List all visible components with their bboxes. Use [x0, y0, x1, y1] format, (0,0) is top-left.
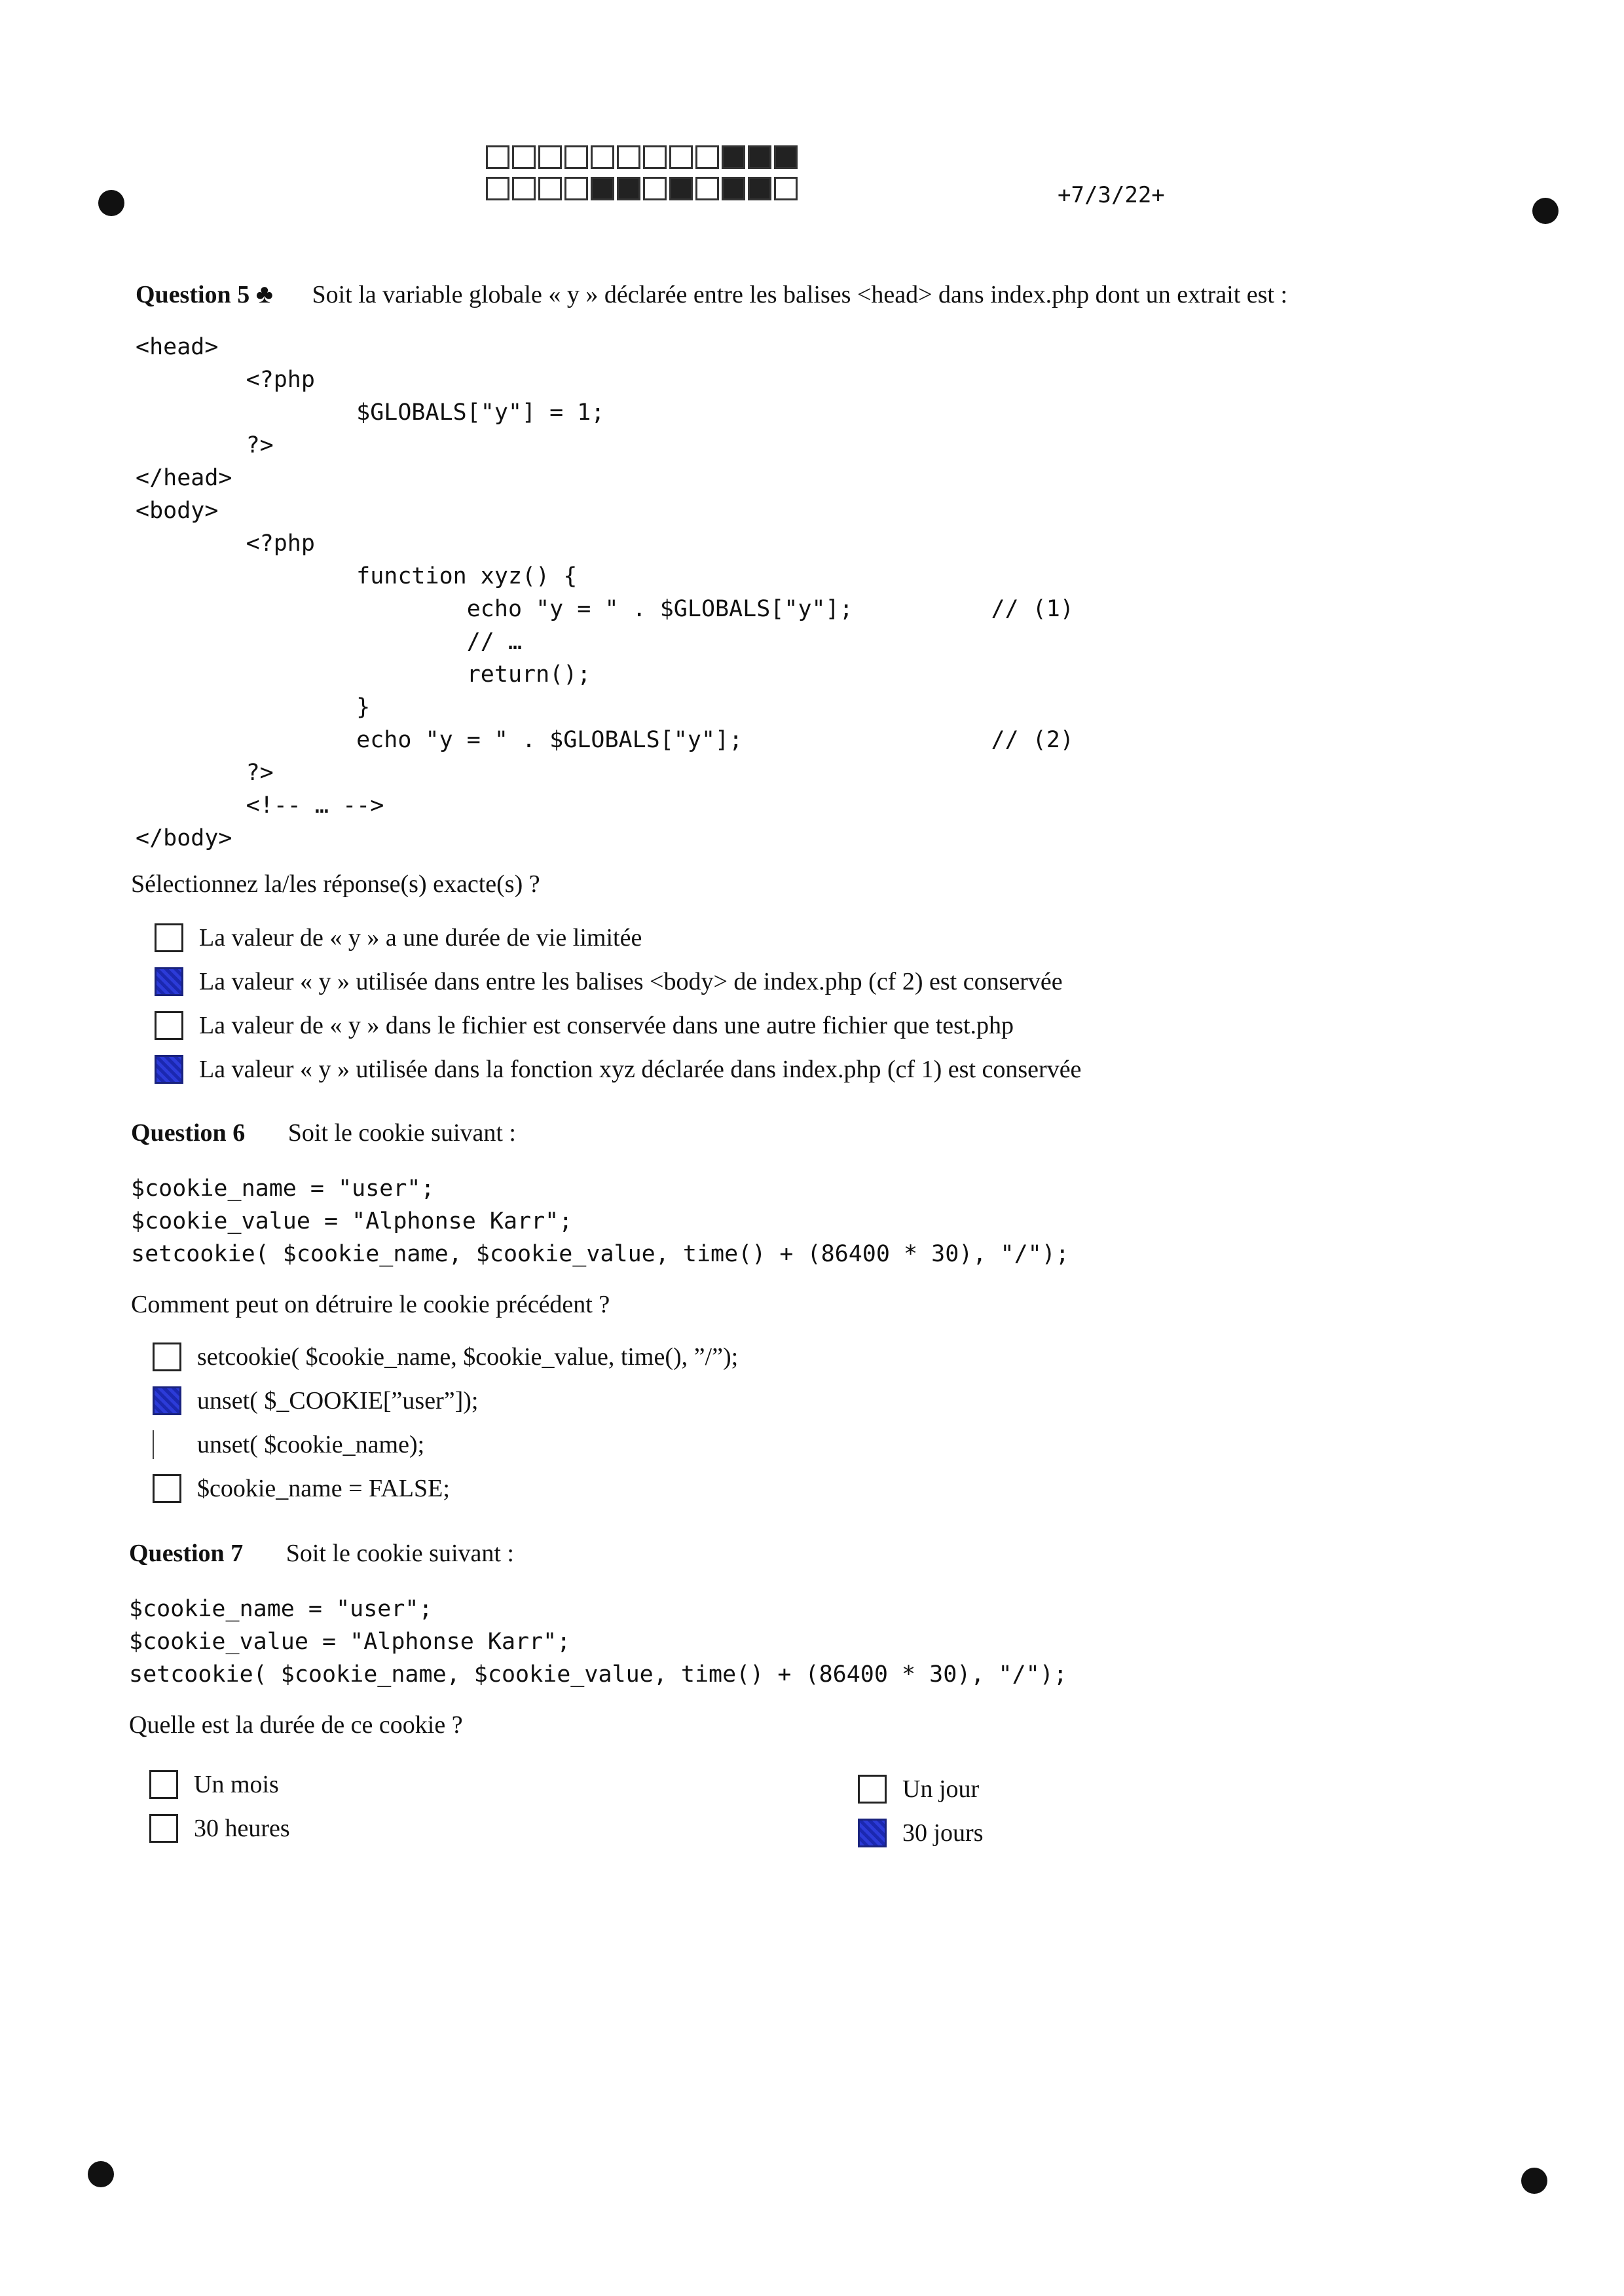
q5-option-4[interactable]	[155, 1055, 1081, 1084]
barcode-cell	[774, 145, 798, 169]
barcode-cell	[486, 177, 509, 200]
page-code: +7/3/22+	[1058, 182, 1165, 208]
barcode-top	[486, 145, 800, 169]
barcode-cell	[617, 177, 640, 200]
registration-dot-bottom-right	[1521, 2168, 1547, 2194]
checkbox[interactable]	[155, 923, 183, 952]
barcode-bottom	[486, 177, 800, 200]
barcode-cell	[748, 145, 771, 169]
barcode-cell	[774, 177, 798, 200]
option-label: Un jour	[902, 1775, 980, 1803]
q7-option-2[interactable]	[149, 1814, 290, 1843]
q7-option-1[interactable]	[149, 1770, 279, 1799]
barcode-cell	[722, 177, 745, 200]
option-label: $cookie_name = FALSE;	[197, 1475, 450, 1502]
barcode-cell	[512, 177, 536, 200]
q6-option-4[interactable]	[153, 1474, 450, 1503]
checkbox[interactable]	[153, 1430, 181, 1459]
barcode-cell	[722, 145, 745, 169]
q5-option-1[interactable]	[155, 923, 642, 952]
barcode-cell	[669, 145, 693, 169]
barcode-cell	[643, 177, 667, 200]
checkbox[interactable]	[155, 1011, 183, 1040]
q6-code-block: $cookie_name = "user"; $cookie_value = "Alphonse Karr"; setcookie( $cookie_name, $cookie_value, time() + (86400 * 30), "/");	[131, 1176, 1069, 1267]
q6-option-1[interactable]	[153, 1342, 738, 1371]
q5-option-3[interactable]	[155, 1011, 1014, 1040]
question-number: Question 5	[136, 281, 250, 308]
question-5-heading	[136, 278, 1287, 309]
q7-code-block: $cookie_name = "user"; $cookie_value = "Alphonse Karr"; setcookie( $cookie_name, $cookie_value, time() + (86400 * 30), "/");	[129, 1596, 1067, 1688]
question-number: Question 7	[129, 1540, 244, 1567]
question-text: Soit le cookie suivant :	[286, 1540, 514, 1567]
registration-dot-top-right	[1532, 198, 1559, 224]
question-marker: ♣	[255, 279, 273, 308]
checkbox[interactable]	[155, 967, 183, 996]
question-text: Soit la variable globale « y » déclarée entre les balises <head> dans index.php dont un extrait est :	[312, 281, 1288, 308]
option-label: La valeur de « y » dans le fichier est conservée dans une autre fichier que test.php	[199, 1012, 1014, 1039]
q5-prompt: Sélectionnez la/les réponse(s) exacte(s) ?	[131, 870, 540, 898]
barcode-cell	[564, 145, 588, 169]
barcode-cell	[695, 145, 719, 169]
option-label: La valeur de « y » a une durée de vie limitée	[199, 924, 642, 952]
barcode-cell	[695, 177, 719, 200]
q7-option-3[interactable]	[858, 1775, 979, 1804]
q7-prompt: Quelle est la durée de ce cookie ?	[129, 1711, 463, 1739]
checkbox[interactable]	[858, 1775, 887, 1804]
option-label: La valeur « y » utilisée dans la fonction xyz déclarée dans index.php (cf 1) est conservée	[199, 1056, 1082, 1083]
barcode-cell	[512, 145, 536, 169]
q6-option-2[interactable]	[153, 1386, 478, 1415]
registration-dot-bottom-left	[88, 2161, 114, 2187]
option-label: Un mois	[194, 1771, 279, 1798]
question-6-heading	[131, 1119, 516, 1147]
barcode-cell	[669, 177, 693, 200]
barcode-cell	[643, 145, 667, 169]
barcode-cell	[564, 177, 588, 200]
registration-dot-top-left	[98, 190, 124, 216]
option-label: setcookie( $cookie_name, $cookie_value, time(), ”/”);	[197, 1343, 739, 1371]
q6-option-3[interactable]	[153, 1430, 424, 1459]
checkbox[interactable]	[155, 1055, 183, 1084]
checkbox[interactable]	[153, 1474, 181, 1503]
question-text: Soit le cookie suivant :	[287, 1119, 516, 1147]
option-label: 30 jours	[902, 1819, 984, 1847]
barcode-cell	[591, 177, 614, 200]
checkbox[interactable]	[858, 1819, 887, 1847]
barcode-cell	[538, 177, 562, 200]
option-label: unset( $_COOKIE[”user”]);	[197, 1387, 479, 1415]
checkbox[interactable]	[149, 1814, 178, 1843]
barcode-cell	[591, 145, 614, 169]
option-label: La valeur « y » utilisée dans entre les balises <body> de index.php (cf 2) est conservée	[199, 968, 1063, 995]
q7-option-4[interactable]	[858, 1819, 984, 1847]
barcode-cell	[617, 145, 640, 169]
barcode-cell	[748, 177, 771, 200]
checkbox[interactable]	[153, 1386, 181, 1415]
q5-code-block: <head> <?php $GLOBALS["y"] = 1; ?> </head> <body> <?php function xyz() { echo "y = " . $GLOBALS["y"]; // (1) // … return(); } echo "y = " . $GLOBALS["y"]; // (2) ?> <!-- … --> </body>	[136, 334, 1074, 851]
checkbox[interactable]	[149, 1770, 178, 1799]
q6-prompt: Comment peut on détruire le cookie précédent ?	[131, 1291, 610, 1318]
option-label: unset( $cookie_name);	[197, 1431, 425, 1458]
question-number: Question 6	[131, 1119, 246, 1147]
checkbox[interactable]	[153, 1342, 181, 1371]
option-label: 30 heures	[194, 1815, 290, 1842]
question-7-heading	[129, 1539, 514, 1568]
q5-option-2[interactable]	[155, 967, 1063, 996]
barcode-cell	[486, 145, 509, 169]
barcode-cell	[538, 145, 562, 169]
